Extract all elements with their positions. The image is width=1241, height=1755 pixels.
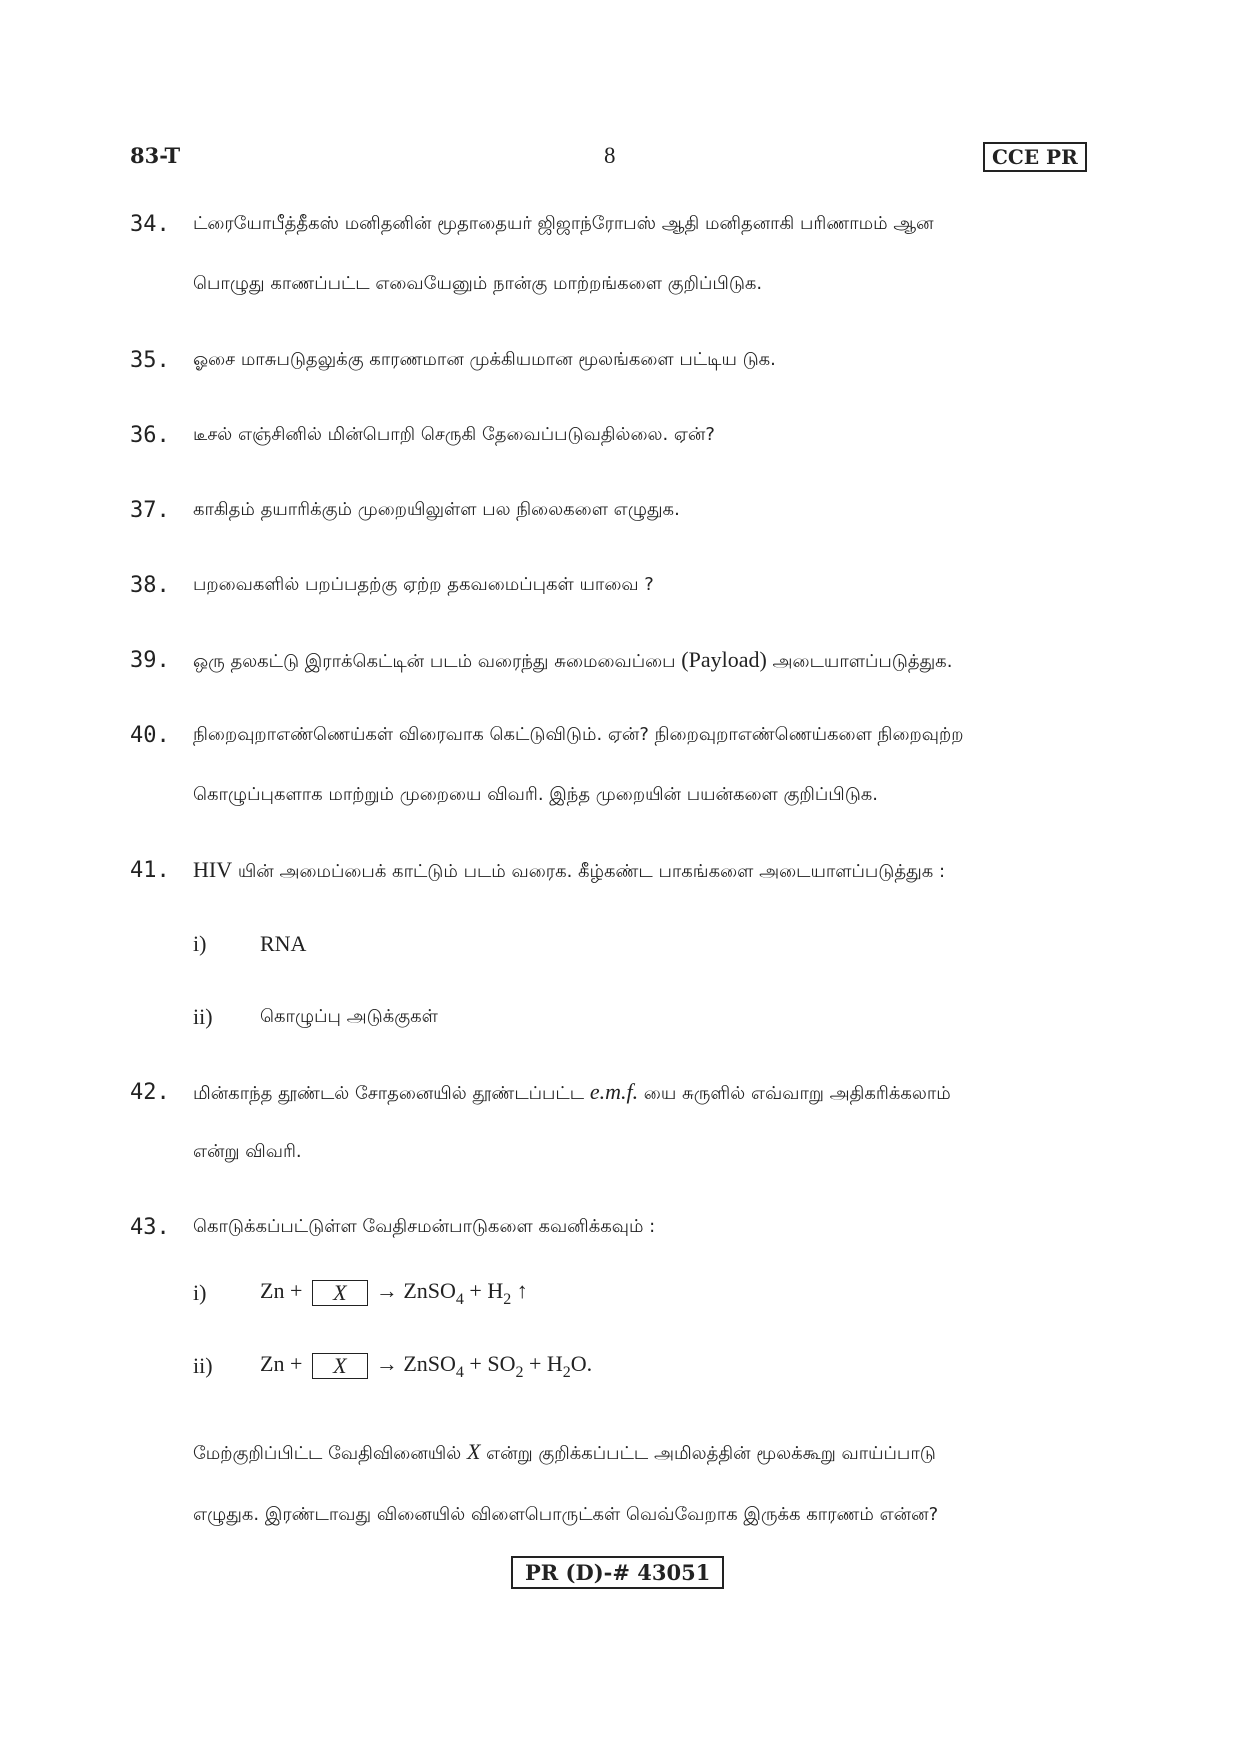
sub-item-label: i) xyxy=(193,931,207,956)
hiv-term: HIV xyxy=(193,857,233,882)
subscript: 2 xyxy=(503,1291,512,1308)
question-text: டீசல் எஞ்சினில் மின்பொறி செருகி தேவைப்படுவதில்லை. ஏன்? xyxy=(193,424,715,445)
question-number: 40. xyxy=(130,723,170,748)
subscript: 2 xyxy=(515,1364,524,1381)
question-text-continued: பொழுது காணப்பட்ட எவையேனும் நான்கு மாற்றங்களை குறிப்பிடுக. xyxy=(193,273,763,294)
page-number: 8 xyxy=(604,143,616,168)
equation-rhs: → ZnSO xyxy=(375,1351,456,1376)
gas-arrow-icon: ↑ xyxy=(511,1278,528,1303)
paragraph-part: மேற்குறிப்பிட்ட வேதிவினையில் xyxy=(193,1443,467,1464)
question-text xyxy=(193,647,952,674)
question-number: 35. xyxy=(130,348,170,373)
sub-item-text: கொழுப்பு அடுக்குகள் xyxy=(260,1006,438,1027)
equation-rhs: + SO xyxy=(463,1351,516,1376)
question-text xyxy=(193,1079,951,1106)
equation-rhs: + H xyxy=(463,1278,504,1303)
question-number: 43. xyxy=(130,1215,170,1240)
unknown-acid-box: X xyxy=(312,1280,368,1306)
question-paragraph-continued: எழுதுக. இரண்டாவது வினையில் விளைபொருட்கள் வெவ்வேறாக இருக்க காரணம் என்ன? xyxy=(193,1504,939,1525)
series-badge: CCE PR xyxy=(983,142,1087,172)
variable-x: X xyxy=(466,1439,481,1464)
equation-rhs: + H xyxy=(523,1351,563,1376)
sub-item-text: RNA xyxy=(260,931,307,956)
question-number: 34. xyxy=(130,212,170,237)
question-text-part: அடையாளப்படுத்துக. xyxy=(766,651,953,672)
paragraph-part: என்று குறிக்கப்பட்ட அமிலத்தின் மூலக்கூறு வாய்ப்பாடு xyxy=(480,1443,936,1464)
question-text: காகிதம் தயாரிக்கும் முறையிலுள்ள பல நிலைகளை எழுதுக. xyxy=(193,499,680,520)
question-text-part: மின்காந்த தூண்டல் சோதனையில் தூண்டப்பட்ட xyxy=(193,1083,590,1104)
question-text: ட்ரையோபீத்தீகஸ் மனிதனின் மூதாதையர் ஜிஜாந்ரோபஸ் ஆதி மனிதனாகி பரிணாமம் ஆன xyxy=(193,213,934,234)
question-text-continued: கொழுப்புகளாக மாற்றும் முறையை விவரி. இந்த முறையின் பயன்களை குறிப்பிடுக. xyxy=(193,784,879,805)
question-number: 41. xyxy=(130,858,170,883)
question-text xyxy=(193,857,945,884)
subscript: 2 xyxy=(562,1364,571,1381)
sub-item-label: ii) xyxy=(193,1004,213,1029)
question-text-continued: என்று விவரி. xyxy=(193,1141,302,1162)
question-number: 39. xyxy=(130,648,170,673)
footer-code: PR (D)-# 43051 xyxy=(511,1556,724,1589)
equation-2 xyxy=(260,1351,592,1382)
equation-rhs: → ZnSO xyxy=(375,1278,456,1303)
payload-term: (Payload) xyxy=(681,647,767,672)
equation-label: ii) xyxy=(193,1353,213,1378)
subscript: 4 xyxy=(455,1291,464,1308)
equation-1 xyxy=(260,1278,528,1309)
question-text: பறவைகளில் பறப்பதற்கு ஏற்ற தகவமைப்புகள் யாவை ? xyxy=(193,574,654,595)
question-text-part: ஒரு தலகட்டு இராக்கெட்டின் படம் வரைந்து சுமைவைப்பை xyxy=(193,651,682,672)
question-text-part: யின் அமைப்பைக் காட்டும் படம் வரைக. கீழ்கண்ட பாகங்களை அடையாளப்படுத்துக : xyxy=(232,861,946,882)
question-number: 37. xyxy=(130,498,170,523)
paper-code: 83-T xyxy=(130,143,181,168)
equation-lhs: Zn + xyxy=(260,1278,303,1303)
question-number: 36. xyxy=(130,423,170,448)
unknown-acid-box: X xyxy=(312,1353,368,1379)
question-text: ஓசை மாசுபடுதலுக்கு காரணமான முக்கியமான மூலங்களை பட்டிய டுக. xyxy=(193,349,776,370)
equation-lhs: Zn + xyxy=(260,1351,303,1376)
question-paragraph xyxy=(193,1439,936,1466)
question-number: 42. xyxy=(130,1080,170,1105)
question-number: 38. xyxy=(130,573,170,598)
question-text-part: யை சுருளில் எவ்வாறு அதிகரிக்கலாம் xyxy=(638,1083,951,1104)
question-text: நிறைவுறாஎண்ணெய்கள் விரைவாக கெட்டுவிடும். ஏன்? நிறைவுறாஎண்ணெய்களை நிறைவுற்ற xyxy=(193,724,964,745)
subscript: 4 xyxy=(455,1364,464,1381)
equation-label: i) xyxy=(193,1280,207,1305)
question-text: கொடுக்கப்பட்டுள்ள வேதிசமன்பாடுகளை கவனிக்கவும் : xyxy=(193,1216,656,1237)
emf-term: e.m.f. xyxy=(589,1079,639,1104)
equation-rhs: O. xyxy=(570,1351,593,1376)
